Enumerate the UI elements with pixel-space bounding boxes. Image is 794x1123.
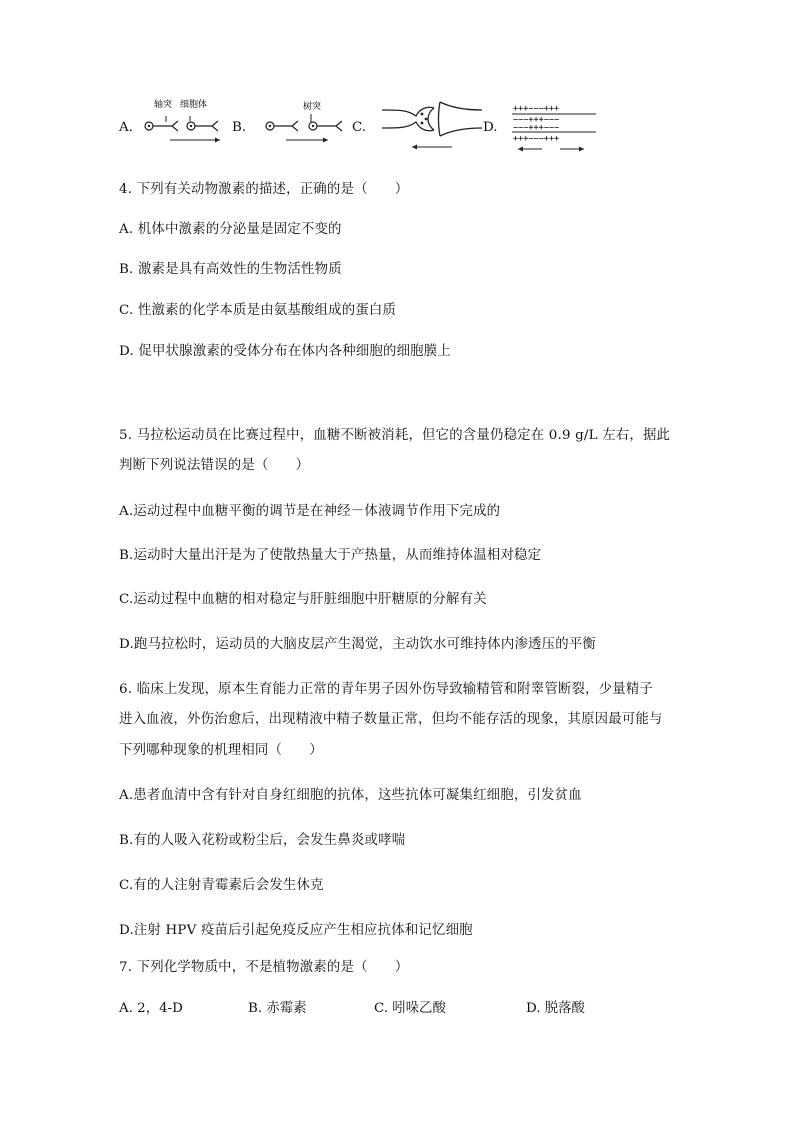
q6-option-b: B.有的人吸入花粉或粉尘后，会发生鼻炎或哮喘 — [119, 833, 406, 848]
q6-option-c: C.有的人注射青霉素后会发生休克 — [119, 878, 324, 893]
q3-figure-a — [136, 96, 246, 146]
q5-option-c: C.运动过程中血糖的相对稳定与肝脏细胞中肝糖原的分解有关 — [119, 592, 487, 607]
q6-stem-line2: 进入血液，外伤治愈后，出现精液中精子数量正常，但均不能存活的现象，其原因最可能与 — [119, 712, 663, 727]
q6-stem-line1: 6. 临床上发现，原本生育能力正常的青年男子因外伤导致输精管和附睾管断裂，少量精子 — [119, 682, 654, 697]
q7-option-b: B. 赤霉素 — [248, 1001, 307, 1016]
q3-figure-d-row-top: +++−−−+++ — [513, 104, 560, 114]
q3-option-c-letter: C. — [352, 120, 367, 135]
q4-stem: 4. 下列有关动物激素的描述，正确的是（ ） — [119, 182, 409, 197]
q5-option-b: B.运动时大量出汗是为了使散热量大于产热量，从而维持体温相对稳定 — [119, 548, 542, 563]
q6-stem-line3: 下列哪种现象的机理相同（ ） — [119, 743, 323, 758]
q3-figure-a-axon-label: 轴突 — [154, 100, 173, 110]
q3-figure-d-row-mid1: −−−+++−−− — [513, 115, 560, 125]
q5-option-a: A.运动过程中血糖平衡的调节是在神经－体液调节作用下完成的 — [119, 504, 501, 519]
q3-figure-a-soma-label: 细胞体 — [180, 100, 208, 110]
q4-option-b: B. 激素是具有高效性的生物活性物质 — [119, 262, 342, 277]
q3-figure-b — [258, 96, 358, 146]
q6-option-d: D.注射 HPV 疫苗后引起免疫反应产生相应抗体和记忆细胞 — [119, 923, 473, 938]
q3-figure-b-dendrite-label: 树突 — [303, 102, 322, 112]
q3-option-a-letter: A. — [119, 120, 133, 135]
q6-option-a: A.患者血清中含有针对自身红细胞的抗体，这些抗体可凝集红细胞，引发贫血 — [119, 788, 582, 803]
q3-figure-d-row-mid2: −−−+++−−− — [513, 123, 560, 133]
q7-option-c: C. 吲哚乙酸 — [374, 1001, 446, 1016]
q7-option-a: A. 2，4-D — [119, 1001, 183, 1016]
q5-stem-line2: 判断下列说法错误的是（ ） — [119, 458, 310, 473]
q3-figure-d-row-bot: +++−−−+++ — [513, 134, 560, 144]
q7-option-d: D. 脱落酸 — [526, 1001, 585, 1016]
q3-option-b-letter: B. — [232, 120, 247, 135]
q5-stem-line1: 5. 马拉松运动员在比赛过程中，血糖不断被消耗，但它的含量仍稳定在 0.9 g/L 左右，据此 — [119, 428, 671, 443]
q7-stem: 7. 下列化学物质中，不是植物激素的是（ ） — [119, 960, 409, 975]
q5-option-d: D.跑马拉松时，运动员的大脑皮层产生渴觉，主动饮水可维持体内渗透压的平衡 — [119, 637, 596, 652]
q3-option-d-letter: D. — [483, 120, 498, 135]
q4-option-a: A. 机体中激素的分泌量是固定不变的 — [119, 222, 342, 237]
q4-option-d: D. 促甲状腺激素的受体分布在体内各种细胞的细胞膜上 — [119, 344, 451, 359]
q3-figure-c — [378, 98, 488, 154]
q4-option-c: C. 性激素的化学本质是由氨基酸组成的蛋白质 — [119, 303, 397, 318]
q3-figure-d — [510, 100, 600, 154]
